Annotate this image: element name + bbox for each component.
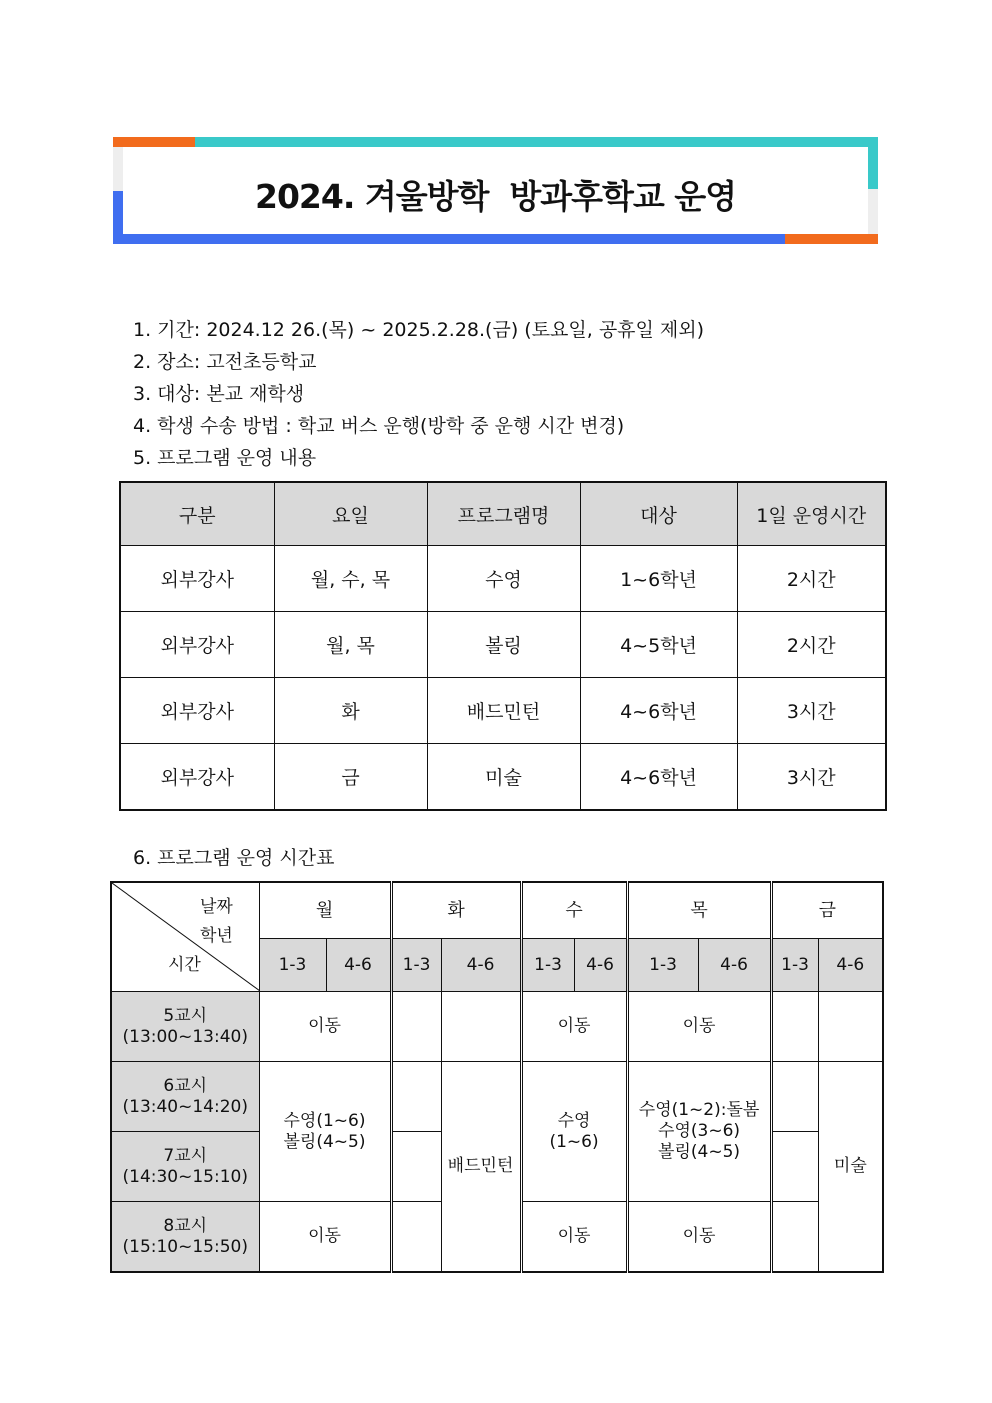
cell: 볼링	[427, 612, 580, 678]
grade-header: 4-6	[441, 939, 521, 992]
cell-empty	[441, 992, 521, 1062]
banner-stripe	[113, 234, 785, 244]
info-item-period: 1. 기간: 2024.12 26.(목) ~ 2025.2.28.(금) (토요일, 공휴일 제외)	[133, 319, 705, 341]
period-label	[111, 1132, 259, 1202]
info-item-place: 2. 장소: 고전초등학교	[133, 351, 317, 373]
period-time: (15:10~15:50)	[122, 1236, 248, 1257]
period-label	[111, 1202, 259, 1273]
timetable-corner	[111, 882, 259, 992]
cell-empty	[818, 992, 883, 1062]
cell: 월, 수, 목	[274, 546, 427, 612]
period-label	[111, 1062, 259, 1132]
banner-stripe	[785, 234, 878, 244]
corner-time-label: 시간	[168, 955, 201, 975]
cell-thu-p6-7	[627, 1062, 771, 1202]
cell-mon-p8: 이동	[259, 1202, 391, 1273]
mon-swim-text: 수영(1~6)	[283, 1110, 366, 1131]
banner-stripe	[195, 137, 878, 147]
cell-empty	[771, 992, 818, 1062]
cell-empty	[391, 1132, 441, 1202]
period-name: 6교시	[163, 1075, 208, 1096]
cell-empty	[391, 1062, 441, 1132]
cell-mon-p5: 이동	[259, 992, 391, 1062]
cell: 1~6학년	[580, 546, 737, 612]
cell-empty	[391, 992, 441, 1062]
day-header-wed: 수	[521, 882, 627, 939]
cell-thu-p8: 이동	[627, 1202, 771, 1273]
table-header-row	[120, 482, 886, 546]
cell-empty	[771, 1062, 818, 1132]
day-header-mon: 월	[259, 882, 391, 939]
thu-text-2: 수영(3~6)	[658, 1121, 741, 1141]
banner-stripe	[113, 137, 195, 147]
info-item-program-heading: 5. 프로그램 운영 내용	[133, 447, 317, 469]
cell: 화	[274, 678, 427, 744]
table-row	[120, 678, 886, 744]
corner-date-label: 날짜	[200, 897, 233, 917]
header-program: 프로그램명	[427, 482, 580, 546]
cell-thu-p5: 이동	[627, 992, 771, 1062]
table-row	[120, 546, 886, 612]
period-time: (14:30~15:10)	[122, 1166, 248, 1187]
grade-header: 1-3	[259, 939, 326, 992]
grade-header: 4-6	[326, 939, 391, 992]
cell: 금	[274, 744, 427, 811]
mon-bowl-text: 볼링(4~5)	[283, 1131, 366, 1152]
cell-fri-art: 미술	[818, 1062, 883, 1273]
cell: 3시간	[737, 744, 886, 811]
grade-header: 1-3	[771, 939, 818, 992]
thu-text-1: 수영(1~2):돌봄	[638, 1100, 760, 1120]
cell: 2시간	[737, 612, 886, 678]
grade-header: 4-6	[698, 939, 771, 992]
grade-header: 1-3	[521, 939, 574, 992]
header-hours: 1일 운영시간	[737, 482, 886, 546]
program-table	[119, 481, 887, 811]
period-name: 7교시	[163, 1145, 208, 1166]
wed-swim-grade: (1~6)	[549, 1131, 599, 1152]
cell-tue-badminton: 배드민턴	[441, 1062, 521, 1273]
cell: 3시간	[737, 678, 886, 744]
day-header-thu: 목	[627, 882, 771, 939]
period-label	[111, 992, 259, 1062]
info-item-target: 3. 대상: 본교 재학생	[133, 383, 305, 405]
cell-wed-p8: 이동	[521, 1202, 627, 1273]
grade-header: 1-3	[391, 939, 441, 992]
cell: 4~6학년	[580, 744, 737, 811]
cell: 4~5학년	[580, 612, 737, 678]
timetable-heading: 6. 프로그램 운영 시간표	[133, 847, 335, 869]
period-time: (13:00~13:40)	[122, 1026, 248, 1047]
cell: 2시간	[737, 546, 886, 612]
header-target: 대상	[580, 482, 737, 546]
cell-empty	[391, 1202, 441, 1273]
grade-header: 1-3	[627, 939, 698, 992]
period-name: 8교시	[163, 1215, 208, 1236]
cell: 배드민턴	[427, 678, 580, 744]
info-item-transport: 4. 학생 수송 방법 : 학교 버스 운행(방학 중 운행 시간 변경)	[133, 415, 625, 437]
cell: 외부강사	[120, 612, 274, 678]
thu-text-3: 볼링(4~5)	[658, 1142, 741, 1162]
cell-wed-p6-7	[521, 1062, 627, 1202]
cell: 미술	[427, 744, 580, 811]
header-day: 요일	[274, 482, 427, 546]
cell-mon-p6-7	[259, 1062, 391, 1202]
grade-header: 4-6	[818, 939, 883, 992]
cell: 외부강사	[120, 744, 274, 811]
cell-wed-p5: 이동	[521, 992, 627, 1062]
corner-grade-label: 학년	[200, 926, 233, 946]
header-category: 구분	[120, 482, 274, 546]
timetable	[110, 881, 884, 1273]
cell: 4~6학년	[580, 678, 737, 744]
title-banner	[113, 137, 878, 244]
cell: 월, 목	[274, 612, 427, 678]
day-header-tue: 화	[391, 882, 521, 939]
page-title: 2024. 겨울방학 방과후학교 운영	[255, 177, 736, 216]
period-time: (13:40~14:20)	[122, 1096, 248, 1117]
cell-empty	[771, 1202, 818, 1273]
cell: 외부강사	[120, 546, 274, 612]
cell: 외부강사	[120, 678, 274, 744]
table-row	[120, 612, 886, 678]
wed-swim-text: 수영	[557, 1110, 591, 1131]
day-header-fri: 금	[771, 882, 883, 939]
period-name: 5교시	[163, 1005, 208, 1026]
grade-header: 4-6	[574, 939, 627, 992]
table-row	[120, 744, 886, 811]
cell: 수영	[427, 546, 580, 612]
cell-empty	[771, 1132, 818, 1202]
